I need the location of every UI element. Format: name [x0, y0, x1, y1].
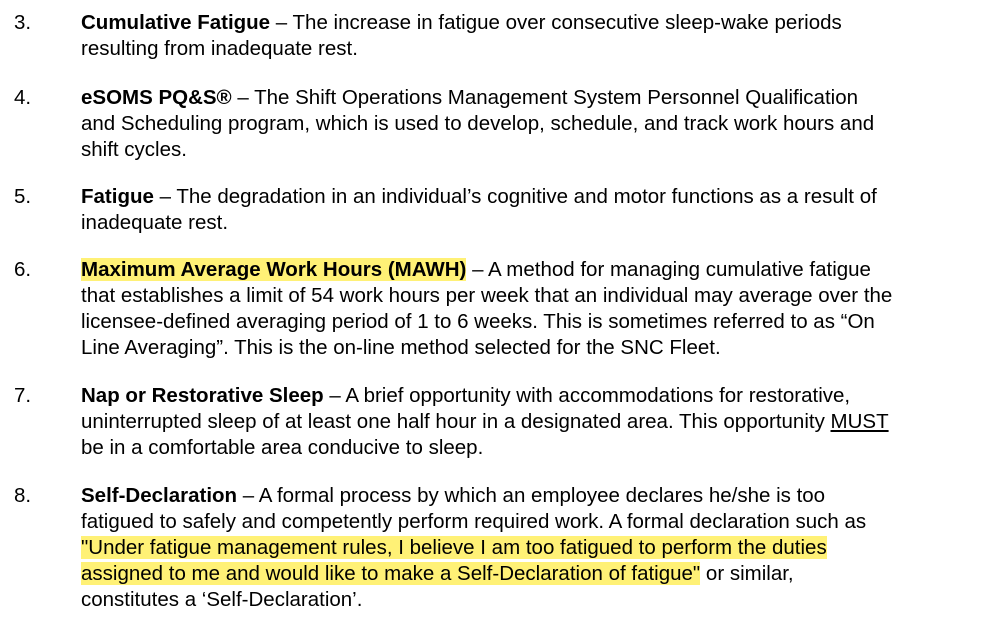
- definition-term: Fatigue: [81, 185, 154, 208]
- highlighted-quote: "Under fatigue management rules, I believe I am too fatigued to perform the duties: [81, 536, 827, 559]
- text-line: Line Averaging”. This is the on-line method selected for the SNC Fleet.: [81, 336, 721, 359]
- definition-term: eSOMS PQ&S®: [81, 86, 232, 109]
- text-line: licensee-defined averaging period of 1 to 6 weeks. This is sometimes referred to as “On: [81, 310, 875, 333]
- item-number: 8.: [14, 484, 32, 507]
- definition-text: [81, 10, 993, 62]
- definition-description: – A formal process by which an employee declares he/she is too: [237, 484, 826, 507]
- definition-text: [81, 257, 993, 361]
- text-line: uninterrupted sleep of at least one half hour in a designated area. This opportunity MUST: [81, 410, 889, 433]
- text-line: constitutes a ‘Self-Declaration’.: [81, 588, 363, 611]
- item-number: 6.: [14, 258, 32, 281]
- text-line: assigned to me and would like to make a Self-Declaration of fatigue" or similar,: [81, 562, 794, 585]
- highlighted-quote: assigned to me and would like to make a Self-Declaration of fatigue": [81, 562, 701, 585]
- text-line: and Scheduling program, which is used to develop, schedule, and track work hours and: [81, 112, 875, 135]
- text-line: [81, 483, 993, 509]
- definition-description: – The Shift Operations Management System Personnel Qualification: [231, 86, 859, 109]
- item-number: 7.: [14, 384, 32, 407]
- definition-term: Cumulative Fatigue: [81, 11, 271, 34]
- text-line: fatigued to safely and competently perform required work. A formal declaration such as: [81, 510, 867, 533]
- definition-description: – The degradation in an individual’s cognitive and motor functions as a result of: [153, 185, 877, 208]
- text-line: [81, 184, 993, 210]
- definition-term-highlighted: Maximum Average Work Hours (MAWH): [81, 258, 467, 281]
- text-line: inadequate rest.: [81, 211, 229, 234]
- text-line: [81, 10, 993, 36]
- definition-text: [81, 483, 993, 613]
- text-line: that establishes a limit of 54 work hours per week that an individual may average over the: [81, 284, 893, 307]
- text-line: resulting from inadequate rest.: [81, 37, 358, 60]
- definition-description: – A method for managing cumulative fatigue: [466, 258, 871, 281]
- definition-term: Self-Declaration: [81, 484, 238, 507]
- item-number: 5.: [14, 185, 32, 208]
- text-line: [81, 257, 993, 283]
- text-line: be in a comfortable area conducive to sleep.: [81, 436, 484, 459]
- definition-description: – The increase in fatigue over consecutive sleep-wake periods: [270, 11, 842, 34]
- item-number: 3.: [14, 11, 32, 34]
- emphasis-must: MUST: [830, 410, 889, 433]
- text-line: [81, 383, 993, 409]
- definition-text: [81, 85, 993, 163]
- definition-term: Nap or Restorative Sleep: [81, 384, 324, 407]
- text-line: [81, 535, 993, 561]
- text-line: shift cycles.: [81, 138, 187, 161]
- definition-description: – A brief opportunity with accommodations for restorative,: [323, 384, 851, 407]
- definition-text: [81, 383, 993, 461]
- text-line: [81, 85, 993, 111]
- definition-text: [81, 184, 993, 236]
- item-number: 4.: [14, 86, 32, 109]
